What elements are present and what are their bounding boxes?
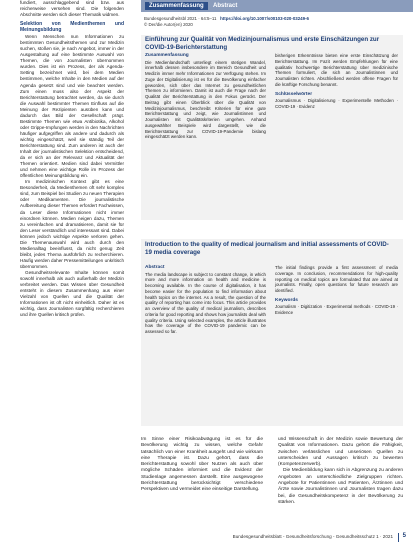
left-text-column <box>20 0 124 318</box>
bottom-paragraph-1: Im Sinne einer Risikoabwägung ist es für die Bevölkerung wichtig zu wissen, welche Gefahr tatsächlich von einer Krankheit ausgeht und wie wirksam eine Therapie ist. Dazu gehört, dass die Berichterstattung sowohl über Nutzen als auch über mögliche Schäden informiert und die Evidenz der Studienlage angemessen darstellt. Eine ausgewogene Berichterstattung berücksichtigt verschiedene Perspektiven und vermeidet eine einseitige Darstellung. <box>141 437 263 493</box>
abstract-tab-bar <box>141 0 413 12</box>
abstract-english-col-2 <box>275 265 398 316</box>
body-paragraph-2: Im medizinischen Kontext gibt es eine Besonderheit, da Medienthemen oft sehr komplex sind, zum Beispiel bei Studien zu neuen Therapien oder Medikamenten. Die journalistische Aufbereitung dieser Themen erfordert Fachwissen, da Leser diese Informationen nicht immer einordnen können. Medien neigen dazu, Themen zu vereinfachen und dramatisieren, damit sie für den Leser verständlich und interessant sind. Dabei können jedoch wichtige Aspekte verloren gehen. Die Themenauswahl wird auch durch den Medienalltag beeinflusst, da nicht genug Zeit bleibt, jedes Thema ausführlich zu recherchieren. Häufig werden daher Pressemitteilungen unkritisch übernommen. <box>20 179 124 269</box>
footer-divider <box>398 533 399 542</box>
abstract-english-text-2: The initial findings provide a first assessment of media coverage. In conclusion, recommendations for high-quality reporting on medical topics are formulated that are aimed at journalists. Finally, open questions for future research are identified. <box>275 265 398 293</box>
body-paragraph-1: Wenn Menschen nun Informationen zu bestimmten Gesundheitsthemen und zur Medizin suchen, stoßen sie, je nach Angebot, immer in der Ausgestaltung auf eine bestimmte Auswahl von Themen, die von Journalisten übernommen wurden. Dies ist ein Prozess, der als Agenda-Setting bezeichnet wird, bei dem Medien bestimmen, welche Inhalte in den Medien auf der Agenda gesetzt sind und wie beachtet werden. Zum einen muss also der Aspekt der Berichterstattung betrachtet werden, da sie durch die Auswahl bestimmter Themen Einfluss auf die Meinung der Rezipienten ausüben kann und dadurch das Bild der Gesellschaft prägt. Bestimmte Themen wie etwa Antibiotika, Alkohol oder Grippe-Impfungen werden in den Nachrichten häufiger aufgegriffen als andere und dadurch als wichtig eingeschätzt, weil sie ständig Teil der Berichterstattung sind. Zum anderen ist auch der Inhalt der journalistischen Selektion entscheidend, da er sich an der Relevanz und Aktualität der Themen orientiert. Medien sind dabei Vermittler und nehmen eine wichtige Rolle im Prozess der öffentlichen Meinungsbildung ein. <box>20 34 124 179</box>
abstract-english-box <box>141 239 403 426</box>
abstract-german-col-1 <box>145 53 266 140</box>
keywords-english-heading: Keywords <box>275 297 298 303</box>
bottom-paragraph-2a: und Wissenschaft in der Medizin sowie Bewertung der Qualität von Informationen. Dazu gehört die Fähigkeit, zwischen verlässlichen und unseriösen Quellen zu unterscheiden und Aussagen kritisch zu bewerten (Kompetenzerwerb). <box>278 437 403 468</box>
abstract-english-text-1: The media landscape is subject to constant change, in which more and more information on health and medicine is becoming available. In the course of digitalisation, it has become easier for the population to find information about health topics on the internet. As a result, the question of the quality of reporting has come into focus. This article provides an overview of the quality of medical journalism, describes criteria for good reporting and shows how journalists deal with quality criteria. Using selected examples, the article illustrates how the coverage of the COVID-19 pandemic can be assessed so far. <box>145 271 266 334</box>
section-heading: Selektion von Medienthemen und Meinungsbildung <box>20 21 124 34</box>
abstract-german-title: Einführung zur Qualität von Medizinjournalismus und erste Einschätzungen zur COVID-19-Berichterstattung <box>145 36 380 51</box>
body-paragraph-3: Gesundheitsrelevante Inhalte können somit sowohl innerhalb als auch außerhalb der Medizin verbreitet werden. Das Wissen über Gesundheit entsteht in diesem Zusammenhang aus einer Vielzahl von Quellen und die Qualität der Informationen ist oft nicht einheitlich. Daher ist es wichtig, dass Journalisten sorgfältig recherchieren und ihre Quellen kritisch prüfen. <box>20 269 124 318</box>
abstract-english-col-1 <box>145 265 266 335</box>
copyright: © Der/die Autor(en) 2020 <box>144 21 193 27</box>
citation: Bundesgesundheitsbl 2021 · 64:5–11 <box>144 16 217 21</box>
bottom-text-column-1 <box>141 437 263 494</box>
page-footer <box>0 532 413 546</box>
footer-journal: Bundesgesundheitsblatt - Gesundheitsforschung - Gesundheitsschutz 1 · 2021 <box>232 534 393 539</box>
abstract-german-text-2: bisherigen Erkenntnisse bieten eine erste Einschätzung der Berichterstattung. Im Fazit werden Empfehlungen für eine qualitativ hochwertige Berichterstattung über medizinische Themen formuliert, die sich an Journalistinnen und Journalisten richten. Abschließend werden offene Fragen für die künftige Forschung benannt. <box>275 53 398 87</box>
abstract-german-text-1: Die Medienlandschaft unterliegt einem stetigen Wandel, innerhalb dessen insbesondere im Bereich Gesundheit und Medizin immer mehr Informationen zur Verfügung stehen. Im Zuge der Digitalisierung ist es für die Bevölkerung einfacher geworden, sich über das Internet zu gesundheitlichen Themen zu informieren. Damit ist auch die Frage nach der Qualität der Berichterstattung in den Fokus gerückt. Der Beitrag gibt einen Überblick über die Qualität von Medizinjournalismus, beschreibt Kriterien für eine gute Berichterstattung und zeigt, wie Journalistinnen und Journalisten mit Qualitätskriterien umgehen. Anhand ausgewählter Beispiele wird dargestellt, wie die Berichterstattung zur COVID-19-Pandemie bislang eingeschätzt werden kann. <box>145 59 266 140</box>
keywords-german: Journalismus · Digitalisierung · Experimentelle Methoden · COVID-19 · Evidenz <box>275 98 398 109</box>
abstract-german-box <box>141 35 403 220</box>
tab-abstract: Abstract <box>213 3 238 9</box>
abstract-english-heading: Abstract <box>145 265 165 270</box>
doi-link[interactable]: https://doi.org/10.1007/s00103-020-03249-6 <box>220 16 309 21</box>
keywords-english: Journalism · Digitization · Experimental methods · COVID-19 · Evidence <box>275 304 398 315</box>
page-number: 5 <box>402 533 406 539</box>
bottom-text-column-2 <box>278 437 403 506</box>
abstract-german-col-2 <box>275 53 398 110</box>
bottom-paragraph-2b: Die Medienbildung kann sich in Abgrenzung zu anderen Angeboten an unterschiedliche Zielgruppen richten. Angebote für Patientinnen und Patienten, Ärztinnen und Ärzte sowie Journalistinnen und Journalisten tragen dazu bei, die Gesundheitskompetenz in der Bevölkerung zu stärken. <box>278 468 403 505</box>
tab-zusammenfassung: Zusammenfassung <box>145 2 208 10</box>
abstract-german-heading: Zusammenfassung <box>145 53 189 58</box>
abstract-english-title: Introduction to the quality of medical journalism and initial assessments of COVID-19 media coverage <box>145 241 389 256</box>
citation-line <box>144 16 404 27</box>
keywords-german-heading: Schlüsselwörter <box>275 91 313 97</box>
intro-paragraph: fundiert, ausschlaggebend sind bzw. aus reicherweise versehen sind. Die folgenden Abschnitte werden sich dieser Thematik widmen. <box>20 0 124 18</box>
